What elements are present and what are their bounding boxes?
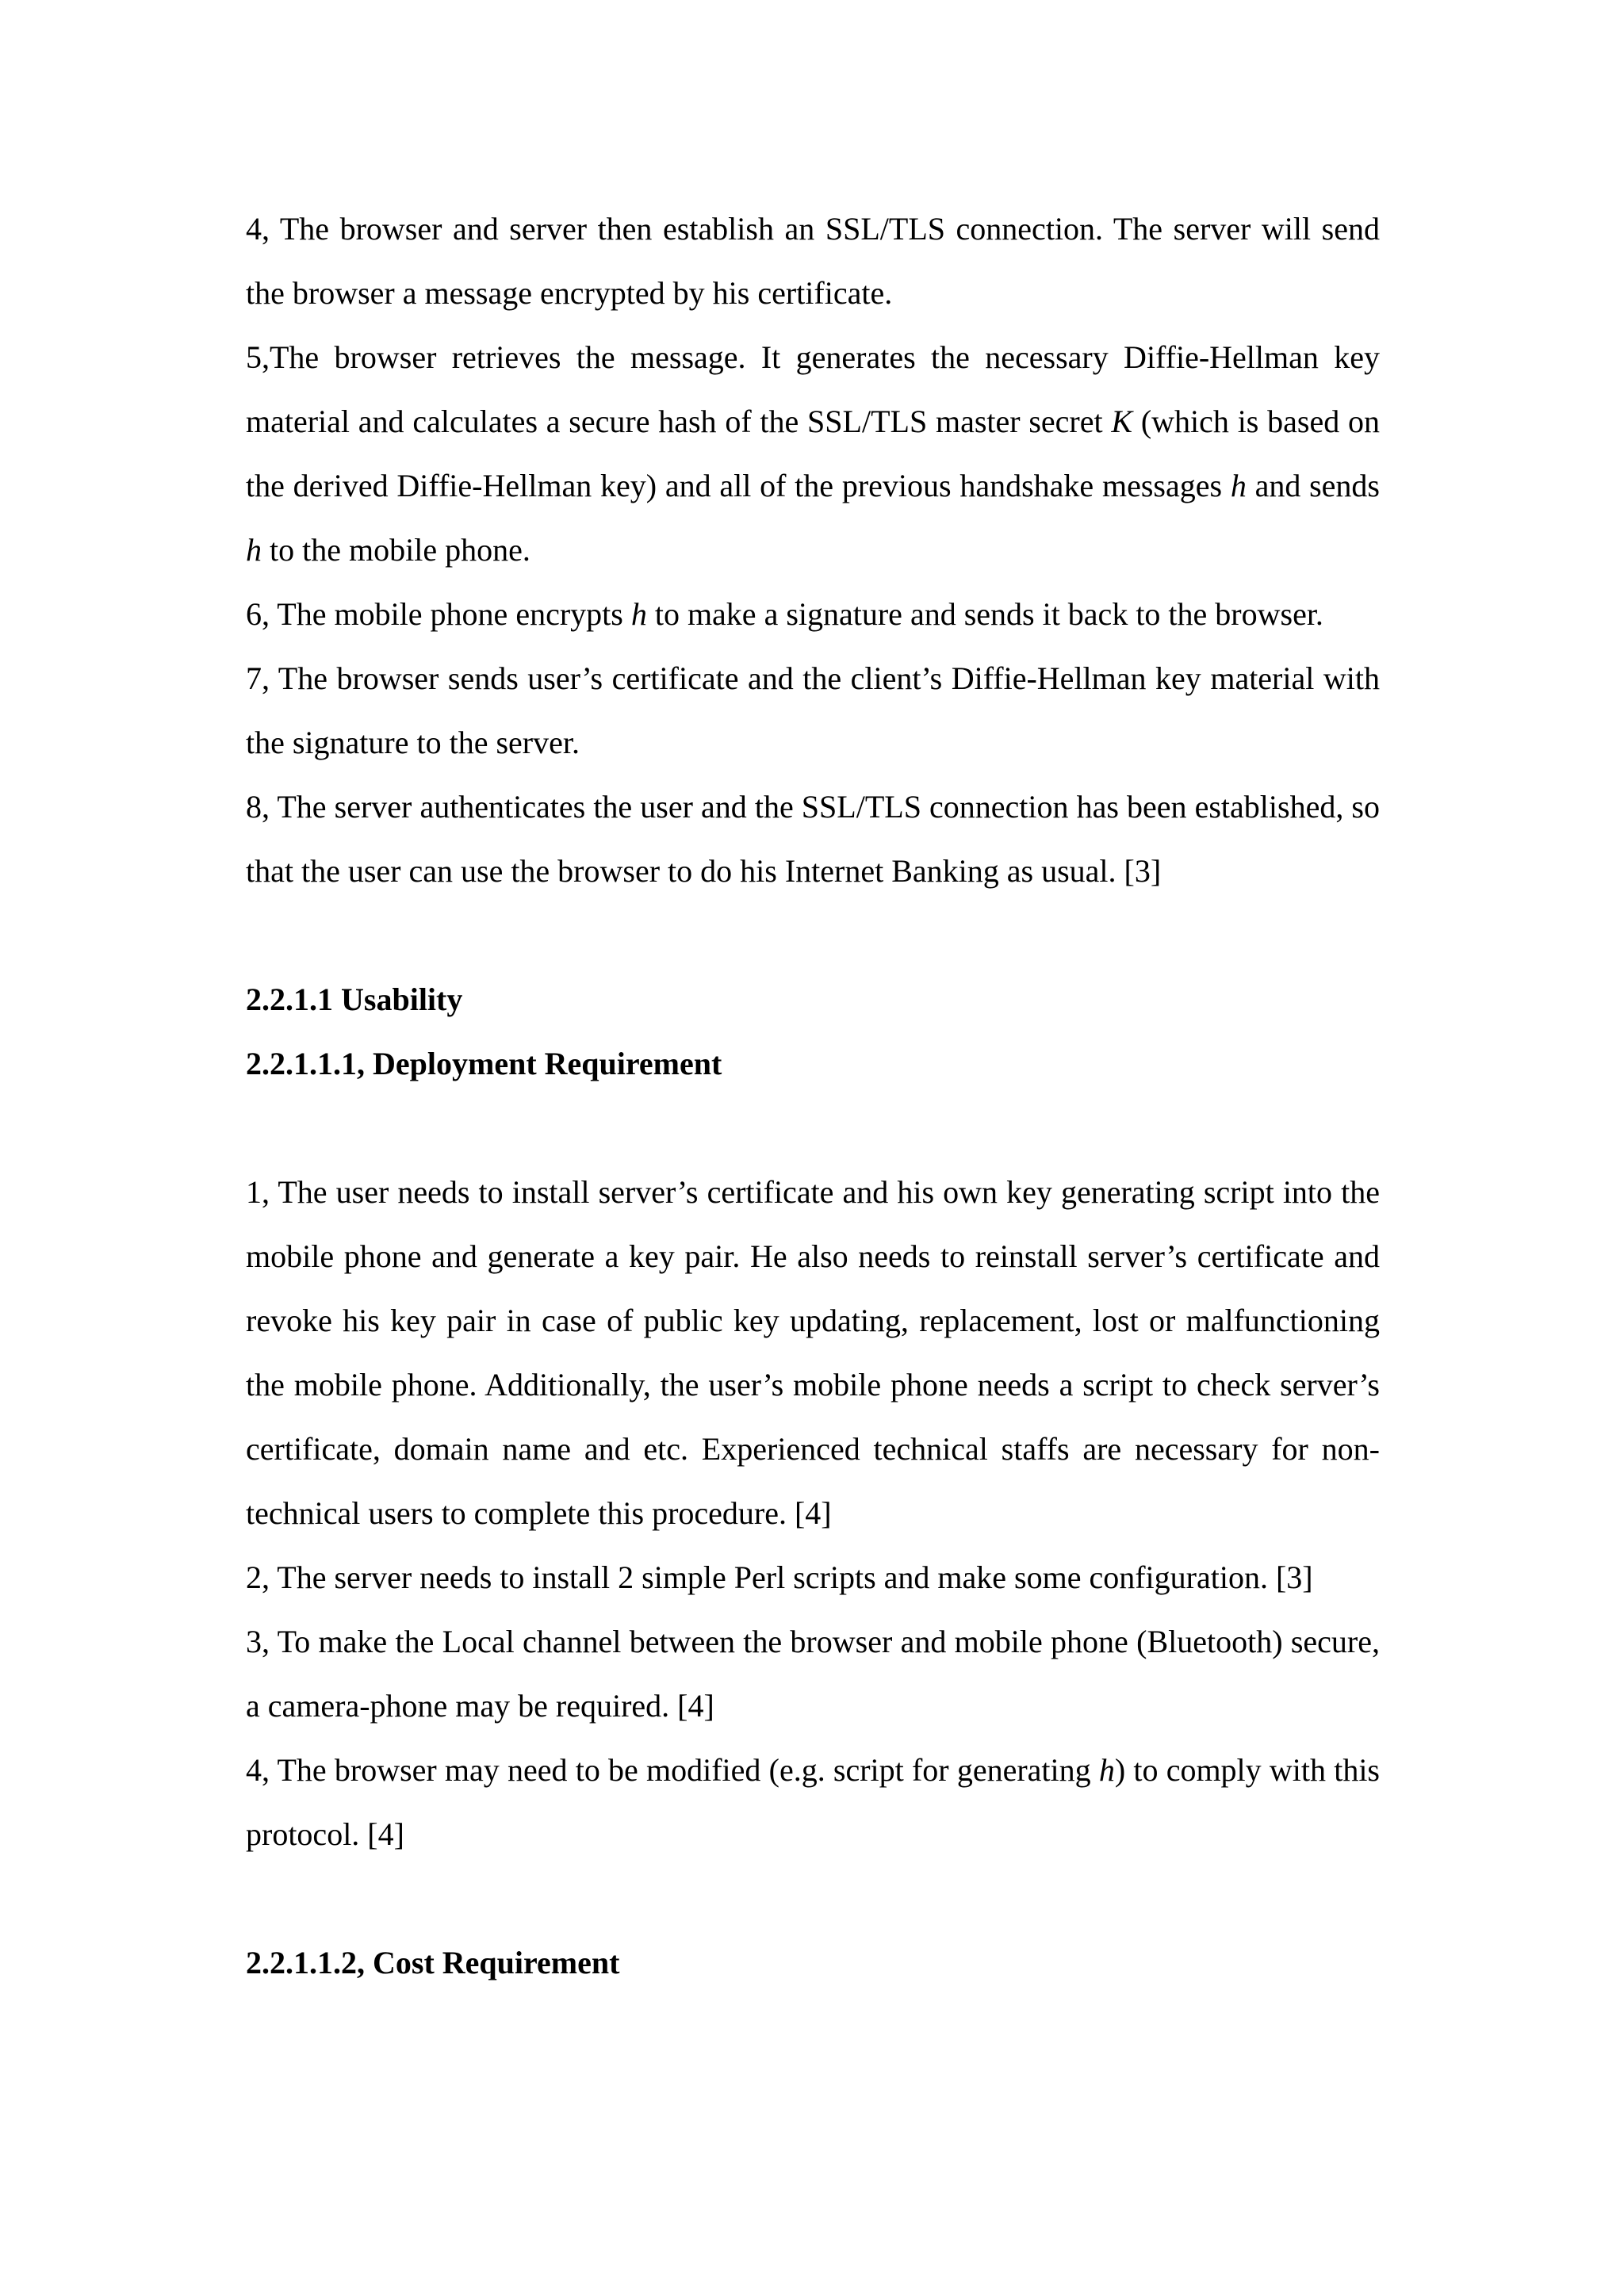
text-run: 1, The user needs to install server’s certificate and his own key generating script into the mobile phone and generate a key pair. He also needs to reinstall server’s certificate and revoke his key pair in case of public key updating, replacement, lost or malfunctioning the mobile phone. Additionally, the user’s mobile phone needs a script to check server’s certificate, domain name and etc. Experienced technical staffs are necessary for non-technical users to complete this procedure. [4]: [246, 1174, 1380, 1531]
paragraph-p4: [246, 197, 1380, 325]
text-run: 8, The server authenticates the user and the SSL/TLS connection has been established, so that the user can use the browser to do his Internet Banking as usual. [3]: [246, 789, 1380, 889]
text-run: 4, The browser may need to be modified (e.g. script for generating: [246, 1752, 1099, 1788]
text-run: to the mobile phone.: [262, 532, 530, 568]
text-run: ) to comply with this protocol. [4]: [246, 1752, 1380, 1852]
protocol-steps: [246, 197, 1380, 903]
text-run: (which is based on the derived Diffie-Hellman key) and all of the previous handshake messages: [246, 404, 1380, 503]
heading-deployment-requirement: 2.2.1.1.1, Deployment Requirement: [246, 1046, 722, 1081]
paragraph-p5: [246, 325, 1380, 582]
text-run: and sends: [1246, 468, 1380, 503]
italic-variable: K: [1111, 404, 1133, 439]
italic-variable: h: [246, 532, 262, 568]
text-run: 5,The browser retrieves the message. It generates the necessary Diffie-Hellman key material and calculates a secure hash of the SSL/TLS master secret: [246, 339, 1380, 439]
italic-variable: h: [1230, 468, 1247, 503]
deployment-requirement-list: [246, 1160, 1380, 1866]
paragraph-d2: [246, 1545, 1380, 1609]
paragraph-d4: [246, 1738, 1380, 1866]
italic-variable: h: [1098, 1752, 1115, 1788]
page-content: [246, 197, 1380, 1995]
paragraph-p7: [246, 646, 1380, 775]
spacer: [246, 1096, 1380, 1160]
spacer: [246, 903, 1380, 967]
paragraph-p6: [246, 582, 1380, 646]
spacer: [246, 1866, 1380, 1931]
paragraph-p8: [246, 775, 1380, 903]
heading-usability: 2.2.1.1 Usability: [246, 982, 463, 1017]
paragraph-d1: [246, 1160, 1380, 1545]
text-run: 3, To make the Local channel between the browser and mobile phone (Bluetooth) secure, a camera-phone may be required. [4]: [246, 1624, 1380, 1724]
heading-cost-requirement: 2.2.1.1.2, Cost Requirement: [246, 1945, 620, 1980]
text-run: 7, The browser sends user’s certificate and the client’s Diffie-Hellman key material with the signature to the server.: [246, 660, 1380, 760]
text-run: 2, The server needs to install 2 simple Perl scripts and make some configuration. [3]: [246, 1559, 1313, 1595]
text-run: 4, The browser and server then establish an SSL/TLS connection. The server will send the browser a message encrypted by his certificate.: [246, 211, 1380, 311]
text-run: 6, The mobile phone encrypts: [246, 596, 631, 632]
italic-variable: h: [630, 596, 647, 632]
paragraph-d3: [246, 1609, 1380, 1738]
text-run: to make a signature and sends it back to the browser.: [646, 596, 1323, 632]
